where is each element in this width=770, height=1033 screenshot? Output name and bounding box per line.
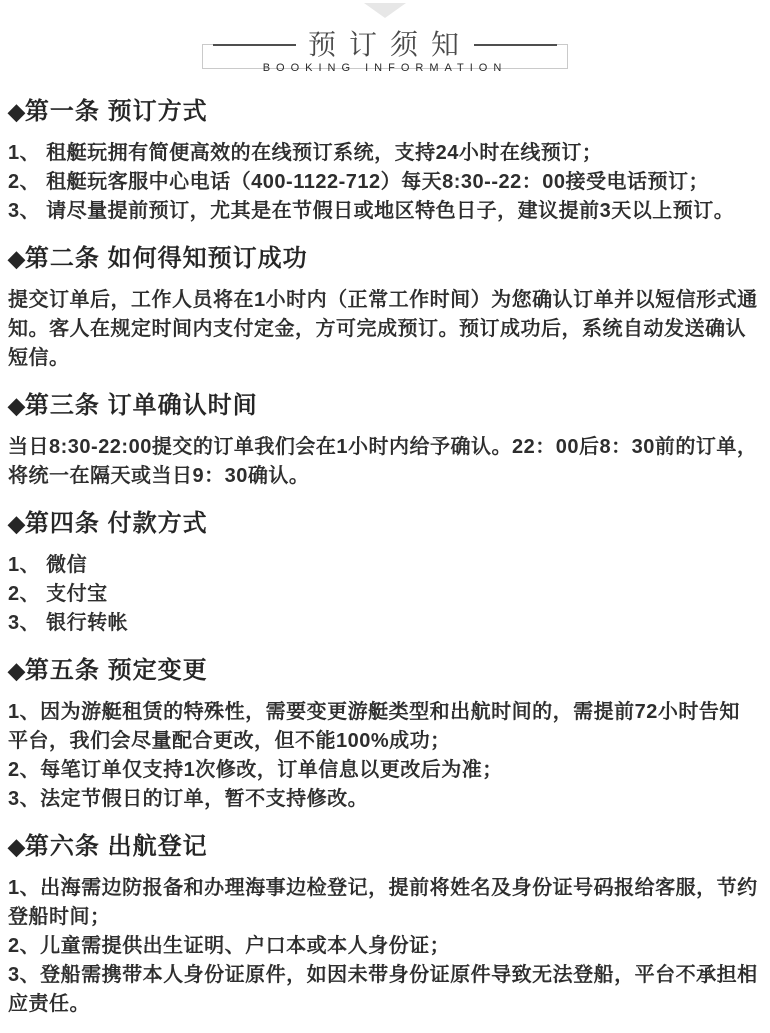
page-subtitle: BOOKING INFORMATION <box>262 62 508 74</box>
list-item: 3、 银行转帐 <box>8 612 129 634</box>
paragraph: 提交订单后，工作人员将在1小时内（正常工作时间）为您确认订单并以短信形式通知。客人在规定时间内支付定金，方可完成预订。预订成功后，系统自动发送确认短信。 <box>8 289 758 369</box>
list-item: 3、法定节假日的订单，暂不支持修改。 <box>8 788 369 810</box>
section-heading <box>8 391 760 421</box>
section-order-confirm-time <box>8 391 760 491</box>
section-departure-registration <box>8 832 760 1019</box>
section-heading-text: 第三条 订单确认时间 <box>24 392 258 419</box>
page-title: 预订须知 <box>296 29 474 61</box>
section-payment-method <box>8 509 760 638</box>
paragraph: 当日8:30-22:00提交的订单我们会在1小时内给予确认。22：00后8：30前的订单，将统一在隔天或当日9：30确认。 <box>8 436 758 487</box>
list-item: 2、 租艇玩客服中心电话（400-1122-712）每天8:30--22：00接受电话预订； <box>8 171 709 193</box>
section-heading <box>8 97 760 127</box>
diamond-icon: ◆ <box>8 834 25 859</box>
section-booking-method <box>8 97 760 226</box>
section-booking-confirmation <box>8 244 760 373</box>
title-right-line <box>474 44 557 46</box>
section-heading <box>8 509 760 539</box>
title-row <box>203 29 567 61</box>
section-heading-text: 第四条 付款方式 <box>24 510 208 537</box>
section-reservation-change <box>8 656 760 814</box>
page-header <box>0 29 770 74</box>
list-item: 1、因为游艇租赁的特殊性，需要变更游艇类型和出航时间的，需提前72小时告知平台，我们会尽量配合更改，但不能100%成功； <box>8 701 740 752</box>
section-heading-text: 第五条 预定变更 <box>24 657 208 684</box>
section-heading <box>8 832 760 862</box>
title-box <box>202 29 568 74</box>
list-item: 1、 微信 <box>8 554 88 576</box>
section-heading <box>8 244 760 274</box>
diamond-icon: ◆ <box>8 99 25 124</box>
triangle-down-icon <box>364 3 406 18</box>
list-item: 3、登船需携带本人身份证原件，如因未带身份证原件导致无法登船，平台不承担相应责任。 <box>8 964 758 1015</box>
list-item: 2、每笔订单仅支持1次修改，订单信息以更改后为准； <box>8 759 503 781</box>
diamond-icon: ◆ <box>8 511 25 536</box>
list-item: 1、 租艇玩拥有简便高效的在线预订系统，支持24小时在线预订； <box>8 142 603 164</box>
booking-terms <box>0 69 770 1033</box>
list-item: 3、 请尽量提前预订，尤其是在节假日或地区特色日子，建议提前3天以上预订。 <box>8 200 735 222</box>
section-heading-text: 第二条 如何得知预订成功 <box>24 245 308 272</box>
title-left-line <box>213 44 296 46</box>
list-item: 1、出海需边防报备和办理海事边检登记，提前将姓名及身份证号码报给客服，节约登船时间； <box>8 877 758 928</box>
list-item: 2、儿童需提供出生证明、户口本或本人身份证； <box>8 935 451 957</box>
section-heading-text: 第一条 预订方式 <box>24 98 208 125</box>
section-heading <box>8 656 760 686</box>
diamond-icon: ◆ <box>8 246 25 271</box>
diamond-icon: ◆ <box>8 658 25 683</box>
list-item: 2、 支付宝 <box>8 583 108 605</box>
diamond-icon: ◆ <box>8 393 25 418</box>
section-heading-text: 第六条 出航登记 <box>24 833 208 860</box>
